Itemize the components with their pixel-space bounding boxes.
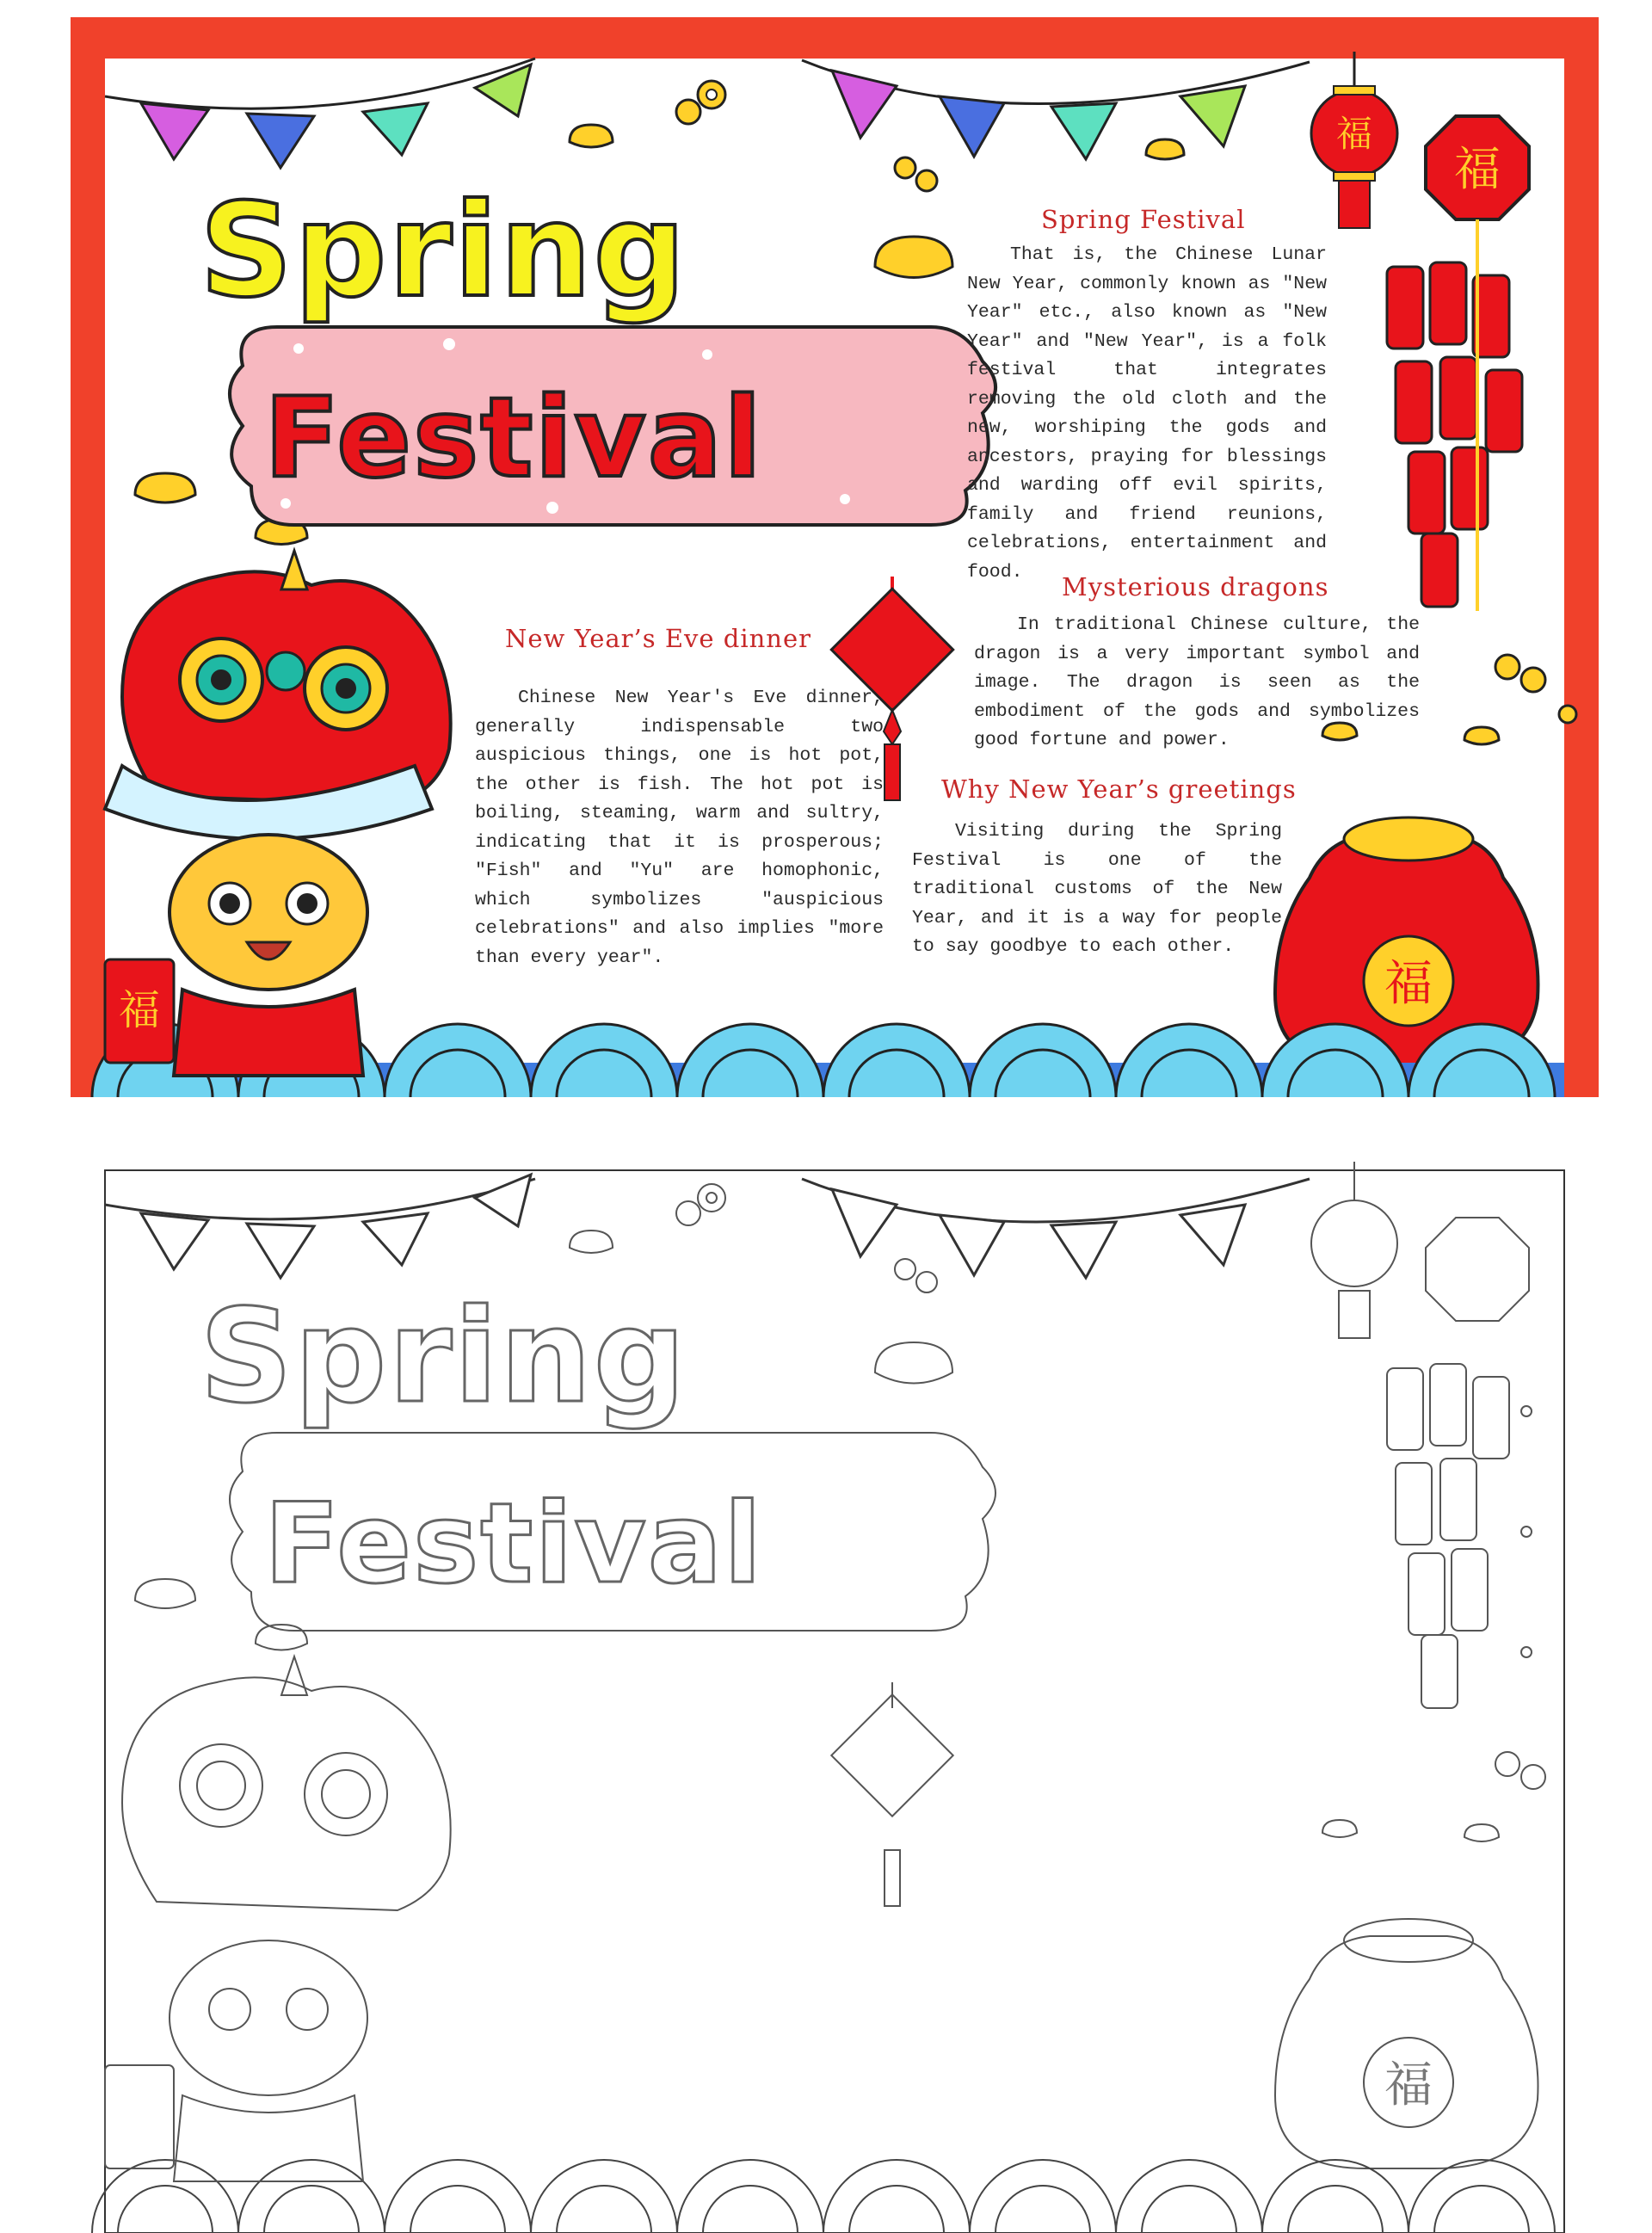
outline-poster — [71, 1153, 1599, 2233]
pennant-flags-outline-icon — [141, 1175, 1245, 1278]
lucky-bag-outline-icon — [1275, 1919, 1538, 2168]
svg-text:福: 福 — [1384, 956, 1433, 1012]
coin-outline-icon — [676, 1184, 1545, 1789]
wave-pattern-outline-icon — [92, 2160, 1555, 2233]
firecrackers-outline-icon — [1387, 1218, 1529, 1708]
lion-dance-head-outline-icon — [122, 1656, 451, 1910]
color-poster — [71, 17, 1599, 1097]
section-title-eve-dinner: New Year’s Eve dinner — [505, 624, 811, 653]
title-spring: Spring — [200, 176, 687, 326]
svg-text:福: 福 — [1454, 142, 1501, 196]
dragon-mascot-outline-icon — [105, 1940, 367, 2181]
section-title-dragons: Mysterious dragons — [1062, 572, 1329, 601]
red-lantern-outline-icon — [1311, 1162, 1397, 1338]
svg-text:福: 福 — [1384, 2057, 1433, 2113]
outline-title-festival: Festival — [264, 1480, 763, 1608]
title-festival: Festival — [264, 374, 763, 503]
section-body-eve-dinner: Chinese New Year's Eve dinner, generally indispensable two auspicious things, one is hot pot, the other is fish. The hot pot is boiling, steaming, warm and sultry, indicating that it is prosperous; "Fish" and "Yu" are homophonic, which symbolizes "auspicious celebrations" and also implies "more than every year". — [475, 688, 884, 968]
chinese-knot-outline-icon — [831, 1682, 952, 1906]
section-body-greetings: Visiting during the Spring Festival is one of the traditional customs of the New Year, and it is a way for people to say goodbye to each other. — [912, 821, 1282, 957]
svg-text:福: 福 — [118, 986, 161, 1034]
section-body-spring-festival: That is, the Chinese Lunar New Year, commonly known as "New Year" etc., also known as "New Year" and "New Year", is a folk festival that integrates removing the old cloth and the new, worshiping the gods and ancestors, praying for blessings and warding off evil spirits, family and friend reunions, celebrations, entertainment and food. — [967, 244, 1327, 583]
section-title-spring-festival: Spring Festival — [1041, 205, 1246, 234]
svg-text:福: 福 — [1335, 113, 1373, 155]
section-body-dragons: In traditional Chinese culture, the dragon is a very important symbol and image. The dragon is seen as the embodiment of the gods and symbolizes good fortune and power. — [974, 614, 1420, 750]
outline-title-spring: Spring — [200, 1282, 687, 1432]
section-title-greetings: Why New Year’s greetings — [941, 774, 1297, 804]
